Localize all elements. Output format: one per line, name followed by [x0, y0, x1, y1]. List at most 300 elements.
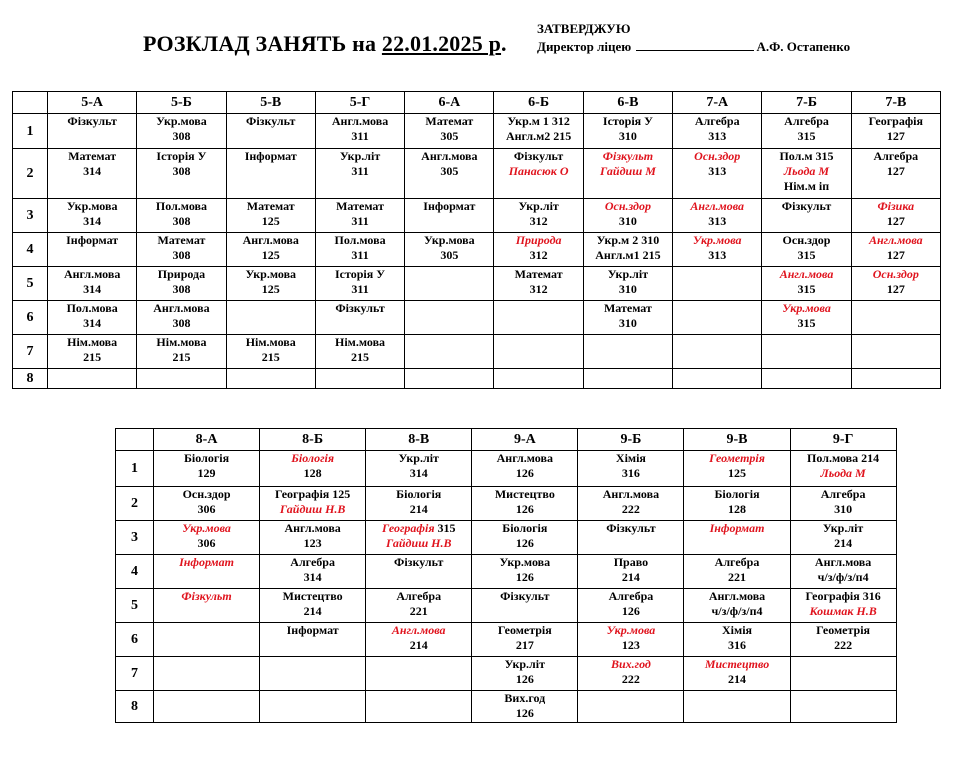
- lesson-text: 308: [172, 282, 191, 296]
- lesson-cell: [472, 521, 578, 555]
- cell-line: [852, 149, 940, 164]
- lesson-text: Математ: [336, 199, 384, 213]
- cell-line: [137, 282, 225, 297]
- lesson-text: Осн.здор: [694, 149, 741, 163]
- cell-line: [791, 589, 896, 604]
- cell-line: [137, 114, 225, 129]
- lesson-text: Англ.мова: [331, 114, 389, 128]
- cell-line: [227, 114, 315, 129]
- lesson-cell: [578, 555, 684, 589]
- lesson-text: 312: [529, 248, 548, 262]
- lesson-cell: [137, 301, 226, 335]
- lesson-text: Фізкульт: [335, 301, 385, 315]
- lesson-cell: [583, 267, 672, 301]
- lesson-text: Геометрія: [497, 623, 552, 637]
- lesson-text: Біологія: [291, 451, 335, 465]
- class-header: 6-А: [405, 92, 494, 114]
- cell-line: [852, 164, 940, 179]
- lesson-text: Право: [613, 555, 649, 569]
- lesson-cell: [48, 335, 137, 369]
- lesson-text: 214: [621, 570, 640, 584]
- lesson-text: 214: [728, 672, 747, 686]
- lesson-text: 221: [728, 570, 747, 584]
- cell-line: [472, 466, 577, 481]
- lesson-row: [13, 267, 941, 301]
- cell-line: [366, 589, 471, 604]
- lesson-cell: [494, 267, 583, 301]
- lesson-cell: [494, 369, 583, 389]
- cell-line: [684, 487, 789, 502]
- lesson-text: Алгебра: [873, 149, 919, 163]
- lesson-number: 4: [13, 233, 48, 267]
- cell-line: [684, 604, 789, 619]
- lesson-text: Фізкульт: [500, 589, 550, 603]
- cell-line: [578, 672, 683, 687]
- lesson-text: Мистецтво: [494, 487, 555, 501]
- lesson-cell: [762, 335, 851, 369]
- cell-line: [791, 536, 896, 551]
- lesson-text: Англ.мова: [284, 521, 341, 535]
- lesson-text: 315: [797, 282, 816, 296]
- cell-line: [260, 502, 365, 517]
- cell-line: [852, 282, 940, 297]
- cell-line: [673, 129, 761, 144]
- cell-line: [316, 149, 404, 164]
- cell-line: [584, 301, 672, 316]
- lesson-row: [13, 149, 941, 199]
- lesson-text: Історія У: [156, 149, 207, 163]
- lesson-cell: [154, 589, 260, 623]
- lesson-text: 315: [797, 129, 816, 143]
- lesson-cell: [684, 521, 790, 555]
- cell-line: [852, 248, 940, 263]
- lesson-text: Вих.год: [610, 657, 651, 671]
- class-header: 8-А: [154, 429, 260, 451]
- lesson-cell: [494, 114, 583, 149]
- lesson-row: [116, 589, 897, 623]
- cell-line: [316, 114, 404, 129]
- cell-line: [584, 282, 672, 297]
- cell-line: [472, 536, 577, 551]
- cell-line: [852, 233, 940, 248]
- cell-line: [316, 301, 404, 316]
- cell-line: [472, 691, 577, 706]
- lesson-cell: [48, 114, 137, 149]
- room-number: 315: [434, 521, 456, 535]
- lesson-cell: [472, 623, 578, 657]
- lesson-row: [116, 555, 897, 589]
- lesson-cell: [578, 521, 684, 555]
- cell-line: [791, 502, 896, 517]
- cell-line: [405, 248, 493, 263]
- lesson-text: Фізкульт: [606, 521, 656, 535]
- lesson-text: 128: [303, 466, 322, 480]
- cell-line: [762, 114, 850, 129]
- lesson-text: Інформат: [423, 199, 476, 213]
- lesson-text: 215: [83, 350, 102, 364]
- lesson-cell: [405, 335, 494, 369]
- lesson-text: Фізика: [877, 199, 915, 213]
- lesson-text: 126: [515, 466, 534, 480]
- lesson-text: Кошмак Н.В: [809, 604, 877, 618]
- lesson-cell: [762, 114, 851, 149]
- cell-line: [366, 604, 471, 619]
- cell-line: [366, 451, 471, 466]
- class-header: 8-Б: [260, 429, 366, 451]
- cell-line: [494, 199, 582, 214]
- lesson-text: 314: [409, 466, 428, 480]
- cell-line: [227, 267, 315, 282]
- cell-line: [578, 638, 683, 653]
- lesson-cell: [137, 149, 226, 199]
- cell-line: [762, 199, 850, 214]
- cell-line: [673, 149, 761, 164]
- lesson-text: 125: [261, 248, 280, 262]
- lesson-row: [116, 657, 897, 691]
- cell-line: [137, 129, 225, 144]
- cell-line: [472, 589, 577, 604]
- lesson-text: Укр.мова: [424, 233, 475, 247]
- lesson-text: 313: [708, 214, 727, 228]
- cell-line: [227, 335, 315, 350]
- cell-line: [472, 638, 577, 653]
- cell-line: [762, 316, 850, 331]
- lesson-text: 222: [621, 672, 640, 686]
- lesson-cell: [762, 301, 851, 335]
- lesson-text: 316: [728, 638, 747, 652]
- lesson-cell: [790, 657, 896, 691]
- lesson-text: 123: [303, 536, 322, 550]
- lesson-cell: [762, 199, 851, 233]
- cell-line: [316, 335, 404, 350]
- cell-line: [584, 248, 672, 263]
- lesson-cell: [405, 199, 494, 233]
- cell-line: [48, 114, 136, 129]
- lesson-text: Осн.здор: [604, 199, 651, 213]
- lesson-cell: [366, 487, 472, 521]
- schedule-date: 22.01.2025 р: [381, 31, 502, 56]
- cell-line: [316, 233, 404, 248]
- lesson-row: [13, 114, 941, 149]
- cell-line: [405, 199, 493, 214]
- lesson-cell: [48, 233, 137, 267]
- cell-line: [316, 129, 404, 144]
- lesson-text: 310: [618, 129, 637, 143]
- lesson-text: Нім.м іп: [783, 179, 830, 193]
- lesson-text: Англ.мова: [153, 301, 210, 315]
- lesson-text: Англ.мова: [63, 267, 121, 281]
- cell-line: [260, 466, 365, 481]
- lesson-text: 310: [618, 316, 637, 330]
- lesson-cell: [405, 233, 494, 267]
- lesson-text: 313: [708, 164, 727, 178]
- lesson-text: Географія: [868, 114, 923, 128]
- lesson-cell: [494, 335, 583, 369]
- lesson-number: 8: [116, 691, 154, 723]
- cell-line: [316, 248, 404, 263]
- lesson-row: [116, 451, 897, 487]
- lesson-cell: [315, 335, 404, 369]
- lesson-text: Англ.мова: [242, 233, 299, 247]
- cell-line: [578, 502, 683, 517]
- lesson-cell: [762, 149, 851, 199]
- cell-line: [316, 350, 404, 365]
- lesson-text: Укр.мова: [692, 233, 742, 247]
- lesson-text: Гайдиш Н.В: [279, 502, 346, 516]
- cell-line: [494, 214, 582, 229]
- cell-line: [673, 233, 761, 248]
- lesson-text: 214: [409, 502, 428, 516]
- lesson-cell: [494, 199, 583, 233]
- cell-line: [494, 233, 582, 248]
- lesson-text: 222: [621, 502, 640, 516]
- lesson-text: 221: [409, 604, 428, 618]
- cell-line: [48, 335, 136, 350]
- lesson-cell: [48, 267, 137, 301]
- lesson-cell: [851, 149, 940, 199]
- cell-line: [673, 199, 761, 214]
- lesson-cell: [673, 369, 762, 389]
- cell-line: [260, 570, 365, 585]
- lesson-text: Алгебра: [784, 114, 829, 128]
- lesson-text: 311: [351, 248, 369, 262]
- lesson-text: 308: [172, 214, 191, 228]
- lesson-text: 308: [172, 164, 191, 178]
- lesson-cell: [366, 657, 472, 691]
- lesson-text: Мистецтво: [282, 589, 343, 603]
- cell-line: [578, 451, 683, 466]
- cell-line: [578, 466, 683, 481]
- lesson-text: 314: [83, 164, 102, 178]
- lesson-text: 313: [708, 248, 727, 262]
- lesson-text: Фізкульт: [181, 589, 232, 603]
- cell-line: [227, 282, 315, 297]
- cell-line: [762, 149, 850, 164]
- lesson-text: Пол.м 315: [779, 149, 834, 163]
- approval-block: [537, 20, 850, 56]
- lesson-text: Хімія: [615, 451, 646, 465]
- lesson-text: 305: [440, 248, 459, 262]
- lesson-cell: [583, 114, 672, 149]
- cell-line: [154, 487, 259, 502]
- cell-line: [472, 521, 577, 536]
- lesson-cell: [260, 589, 366, 623]
- cell-line: [227, 233, 315, 248]
- lesson-text: Математ: [157, 233, 206, 247]
- cell-line: [154, 555, 259, 570]
- class-header: 7-В: [851, 92, 940, 114]
- lesson-text: 126: [621, 604, 640, 618]
- lesson-text: Панасюк О: [508, 164, 569, 178]
- lesson-cell: [405, 114, 494, 149]
- lesson-text: Алгебра: [608, 589, 654, 603]
- lesson-cell: [137, 199, 226, 233]
- class-header: 9-Г: [790, 429, 896, 451]
- lesson-text: Алгебра: [694, 114, 740, 128]
- lesson-text: Пол.мова 214: [807, 451, 880, 465]
- cell-line: [260, 555, 365, 570]
- lesson-text: Нім.мова: [67, 335, 118, 349]
- cell-line: [405, 114, 493, 129]
- lesson-text: Англ.мова: [602, 487, 660, 501]
- cell-line: [762, 248, 850, 263]
- class-header: 9-А: [472, 429, 578, 451]
- cell-line: [137, 233, 225, 248]
- director-label: Директор ліцею: [537, 39, 632, 54]
- cell-line: [578, 589, 683, 604]
- cell-line: [584, 199, 672, 214]
- lesson-cell: [684, 589, 790, 623]
- lesson-cell: [673, 301, 762, 335]
- lesson-text: 127: [886, 214, 905, 228]
- cell-line: [405, 129, 493, 144]
- lesson-text: 306: [197, 502, 216, 516]
- lesson-text: Фізкульт: [246, 114, 296, 128]
- director-line: [537, 38, 850, 56]
- lesson-text: 127: [886, 129, 905, 143]
- lesson-row: [13, 233, 941, 267]
- cell-line: [684, 672, 789, 687]
- cell-line: [791, 604, 896, 619]
- cell-line: [584, 316, 672, 331]
- lesson-cell: [472, 487, 578, 521]
- cell-line: [762, 282, 850, 297]
- lesson-cell: [684, 451, 790, 487]
- lesson-cell: [578, 623, 684, 657]
- cell-line: [227, 149, 315, 164]
- lesson-cell: [226, 114, 315, 149]
- lesson-text: Математ: [246, 199, 295, 213]
- lesson-text: Укр.мова: [66, 199, 118, 213]
- lesson-text: 126: [515, 672, 534, 686]
- cell-line: [154, 521, 259, 536]
- lesson-cell: [260, 555, 366, 589]
- lesson-text: 215: [351, 350, 370, 364]
- lesson-number: 2: [116, 487, 154, 521]
- lesson-text: Фізкульт: [67, 114, 117, 128]
- cell-line: [405, 164, 493, 179]
- lesson-text: Англ.мова: [391, 623, 446, 637]
- lesson-text: Укр.літ: [504, 657, 546, 671]
- lesson-cell: [260, 657, 366, 691]
- lesson-text: 217: [515, 638, 534, 652]
- lesson-text: 305: [440, 164, 459, 178]
- lesson-cell: [583, 149, 672, 199]
- lesson-cell: [366, 589, 472, 623]
- lesson-text: Алгебра: [714, 555, 760, 569]
- lesson-text: Укр.літ: [822, 521, 864, 535]
- corner-cell: [13, 92, 48, 114]
- lesson-cell: [578, 451, 684, 487]
- lesson-cell: [48, 369, 137, 389]
- lesson-text: Осн.здор: [182, 487, 231, 501]
- lesson-row: [116, 487, 897, 521]
- cell-line: [494, 164, 582, 179]
- lesson-text: Пол.мова: [155, 199, 207, 213]
- cell-line: [154, 536, 259, 551]
- lesson-text: 308: [172, 248, 191, 262]
- lesson-text: Математ: [603, 301, 652, 315]
- lesson-cell: [583, 199, 672, 233]
- cell-line: [578, 487, 683, 502]
- lesson-text: Геометрія: [816, 623, 871, 637]
- lesson-text: 311: [351, 214, 369, 228]
- lesson-text: 222: [834, 638, 853, 652]
- lesson-text: 312: [529, 282, 548, 296]
- cell-line: [260, 487, 365, 502]
- class-header: 8-В: [366, 429, 472, 451]
- cell-line: [227, 199, 315, 214]
- cell-line: [494, 248, 582, 263]
- cell-line: [316, 267, 404, 282]
- lesson-cell: [154, 555, 260, 589]
- cell-line: [673, 248, 761, 263]
- class-header: 7-Б: [762, 92, 851, 114]
- lesson-cell: [315, 369, 404, 389]
- cell-line: [762, 267, 850, 282]
- lesson-text: Англ.мова: [708, 589, 766, 603]
- lesson-cell: [790, 555, 896, 589]
- lesson-cell: [154, 487, 260, 521]
- lesson-text: Математ: [68, 149, 117, 163]
- lesson-cell: [260, 691, 366, 723]
- cell-line: [684, 555, 789, 570]
- cell-line: [762, 179, 850, 194]
- page-title: [143, 31, 507, 57]
- director-name: А.Ф. Остапенко: [756, 39, 851, 54]
- lesson-text: Нім.мова: [156, 335, 207, 349]
- lesson-cell: [673, 114, 762, 149]
- lesson-cell: [472, 691, 578, 723]
- lesson-text: Льода М: [820, 466, 866, 480]
- lesson-text: Фізкульт: [394, 555, 444, 569]
- lesson-cell: [578, 691, 684, 723]
- lesson-text: Хімія: [722, 623, 753, 637]
- cell-line: [472, 623, 577, 638]
- header-row: [116, 429, 897, 451]
- lesson-text: ч/з/ф/з/п4: [817, 570, 869, 584]
- lesson-text: Інформат: [179, 555, 234, 569]
- lesson-text: 308: [172, 129, 191, 143]
- lesson-text: Укр.мова: [182, 521, 231, 535]
- lesson-number: 3: [13, 199, 48, 233]
- cell-line: [48, 350, 136, 365]
- cell-line: [154, 589, 259, 604]
- lesson-cell: [578, 589, 684, 623]
- cell-line: [227, 350, 315, 365]
- lesson-text: Нім.мова: [245, 335, 296, 349]
- lesson-text: Укр.літ: [607, 267, 649, 281]
- lesson-text: 311: [351, 129, 369, 143]
- class-header: 9-Б: [578, 429, 684, 451]
- lesson-cell: [851, 335, 940, 369]
- cell-line: [762, 301, 850, 316]
- cell-line: [48, 199, 136, 214]
- lesson-cell: [226, 301, 315, 335]
- lesson-cell: [260, 623, 366, 657]
- cell-line: [584, 233, 672, 248]
- lesson-text: Осн.здор: [872, 267, 919, 281]
- cell-line: [584, 129, 672, 144]
- lesson-cell: [137, 267, 226, 301]
- lesson-text: 313: [708, 129, 727, 143]
- lesson-text: 311: [351, 164, 369, 178]
- lesson-cell: [48, 301, 137, 335]
- class-header: 6-Б: [494, 92, 583, 114]
- class-header: 7-А: [673, 92, 762, 114]
- lesson-text: 314: [83, 316, 102, 330]
- cell-line: [405, 149, 493, 164]
